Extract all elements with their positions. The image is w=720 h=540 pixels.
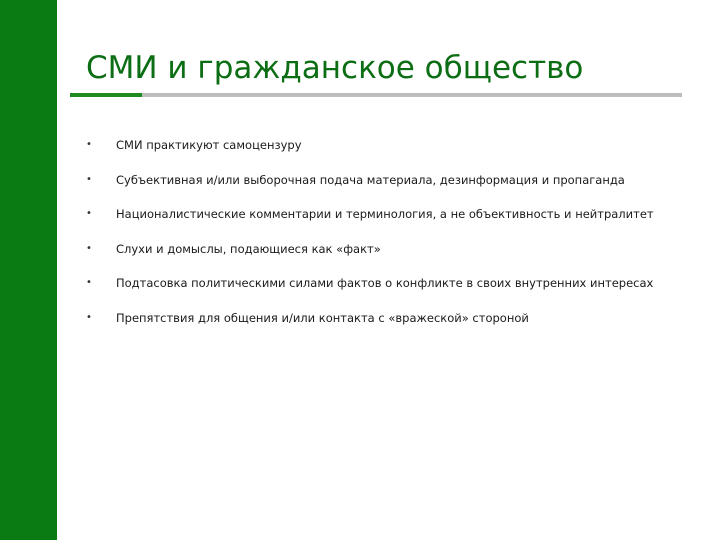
bullet-text: Препятствия для общения и/или контакта с «вражеской» стороной [116,310,529,325]
bullet-icon: • [86,173,92,185]
sidebar-band [0,0,57,540]
bullet-text: СМИ практикуют самоцензуру [116,138,302,152]
slide-title: СМИ и гражданское общество [86,50,584,86]
title-underline-rule [142,93,682,97]
bullet-icon: • [86,311,92,323]
bullet-text: Субъективная и/или выборочная подача материала, дезинформация и пропаганда [116,172,625,187]
title-underline-accent [70,93,142,97]
bullet-icon: • [86,208,92,219]
bullet-icon: • [86,242,92,254]
bullet-text: Националистические комментарии и терминология, а не объективность и нейтралитет [116,207,654,221]
bullet-icon: • [86,139,92,150]
bullet-text: Слухи и домыслы, подающиеся как «факт» [116,241,381,256]
bullet-icon: • [86,277,92,288]
bullet-text: Подтасовка политическими силами фактов о конфликте в своих внутренних интересах [116,276,654,290]
